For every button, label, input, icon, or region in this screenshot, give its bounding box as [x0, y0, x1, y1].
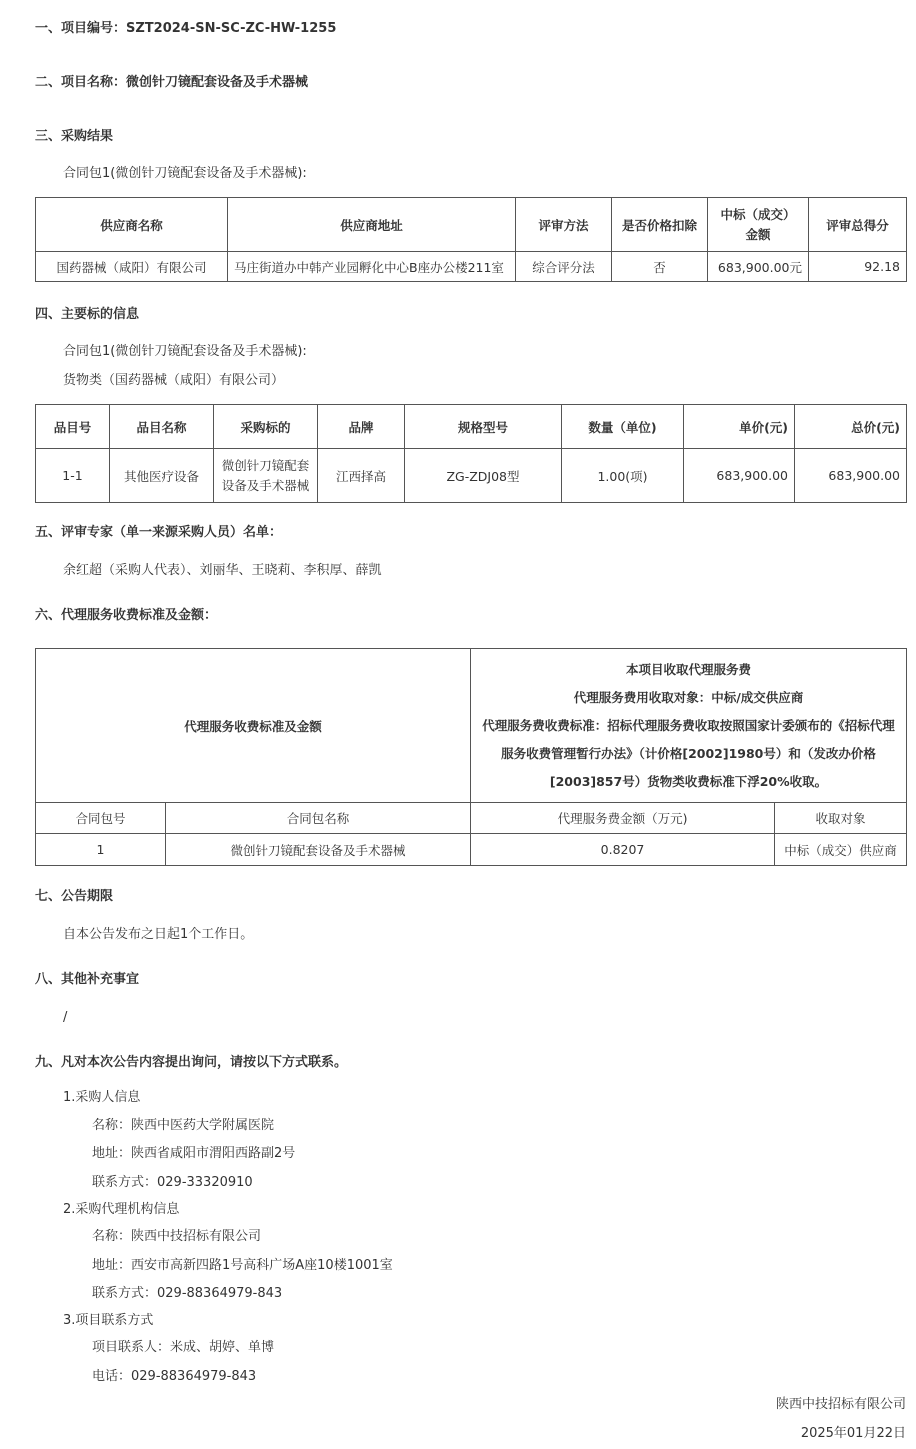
- project-number-label: 一、项目编号：: [35, 21, 127, 36]
- fee-line-1: 本项目收取代理服务费: [626, 661, 752, 677]
- header-brand: 品牌: [318, 405, 405, 449]
- header-procurement-subject: 采购标的: [214, 405, 318, 449]
- table-row: [36, 252, 907, 282]
- agency-title: 2.采购代理机构信息: [63, 1202, 180, 1217]
- project-contact-phone: 电话：029-88364979-843: [92, 1369, 257, 1384]
- procurement-subject: 微创针刀镜配套设备及手术器械: [214, 449, 318, 503]
- project-name: [35, 73, 308, 93]
- quantity: 1.00(项): [562, 449, 684, 503]
- notice-period-text: 自本公告发布之日起1个工作日。: [63, 927, 254, 942]
- brand: 江西择高: [318, 449, 405, 503]
- table-row: [36, 449, 907, 503]
- fee-amount: 0.8207: [471, 834, 775, 866]
- footer-organization: 陕西中技招标有限公司: [775, 1397, 906, 1412]
- section-procurement-result: 三、采购结果: [35, 129, 114, 144]
- header-item-no: 品目号: [36, 405, 110, 449]
- project-number: [35, 19, 336, 39]
- header-price-deduction: 是否价格扣除: [612, 198, 708, 252]
- result-package-label: 合同包1(微创针刀镜配套设备及手术器械):: [63, 166, 307, 181]
- item-no: 1-1: [36, 449, 110, 503]
- purchaser-name: 名称：陕西中医药大学附属医院: [92, 1118, 275, 1133]
- item-name: 其他医疗设备: [110, 449, 214, 503]
- header-fee-target: 收取对象: [775, 803, 907, 834]
- header-quantity: 数量（单位): [562, 405, 684, 449]
- fee-target: 中标（成交）供应商: [775, 834, 907, 866]
- fee-standard-row: [36, 649, 907, 803]
- purchaser-phone: 联系方式：029-33320910: [92, 1175, 253, 1190]
- items-table-header: [36, 405, 907, 449]
- purchaser-address: 地址：陕西省咸阳市渭阳西路副2号: [92, 1146, 296, 1161]
- section-notice-period: 七、公告期限: [35, 889, 114, 904]
- section-experts: 五、评审专家（单一来源采购人员）名单：: [35, 525, 283, 540]
- section-agency-fee: 六、代理服务收费标准及金额：: [35, 608, 218, 623]
- project-contact-title: 3.项目联系方式: [63, 1313, 154, 1328]
- price-deduction: 否: [612, 252, 708, 282]
- evaluation-method: 综合评分法: [516, 252, 612, 282]
- project-contact-people: 项目联系人：米成、胡婷、单博: [92, 1340, 275, 1355]
- agency-address: 地址：西安市高新四路1号高科广场A座10楼1001室: [92, 1258, 393, 1273]
- project-name-value: 微创针刀镜配套设备及手术器械: [126, 75, 309, 90]
- expert-names: 余红超（采购人代表）、刘丽华、王晓莉、李积厚、薛凯: [63, 563, 382, 578]
- supplementary-text: /: [63, 1010, 68, 1025]
- section-contact: 九、凡对本次公告内容提出询问，请按以下方式联系。: [35, 1055, 348, 1070]
- package-name: 微创针刀镜配套设备及手术器械: [166, 834, 471, 866]
- fee-standard-detail: [471, 649, 907, 803]
- header-unit-price: 单价(元): [684, 405, 795, 449]
- header-evaluation-method: 评审方法: [516, 198, 612, 252]
- fee-table-header: [36, 803, 907, 834]
- total-score: 92.18: [809, 252, 907, 282]
- project-number-value: SZT2024-SN-SC-ZC-HW-1255: [126, 21, 337, 36]
- award-amount: 683,900.00元: [708, 252, 809, 282]
- supplier-name: 国药器械（咸阳）有限公司: [36, 252, 228, 282]
- items-package-label: 合同包1(微创针刀镜配套设备及手术器械):: [63, 344, 307, 359]
- package-no: 1: [36, 834, 166, 866]
- header-award-amount: 中标（成交） 金额: [708, 198, 809, 252]
- purchaser-title: 1.采购人信息: [63, 1090, 141, 1105]
- header-total-score: 评审总得分: [809, 198, 907, 252]
- fee-line-2: 代理服务费用收取对象：中标/成交供应商: [573, 689, 804, 705]
- total-price: 683,900.00: [795, 449, 907, 503]
- header-item-name: 品目名称: [110, 405, 214, 449]
- header-fee-amount: 代理服务费金额（万元): [471, 803, 775, 834]
- items-table: [35, 404, 907, 503]
- spec-model: ZG-ZDJ08型: [405, 449, 562, 503]
- agency-phone: 联系方式：029-88364979-843: [92, 1286, 283, 1301]
- header-supplier-address: 供应商地址: [228, 198, 516, 252]
- header-total-price: 总价(元): [795, 405, 907, 449]
- header-supplier-name: 供应商名称: [36, 198, 228, 252]
- agency-name: 名称：陕西中技招标有限公司: [92, 1229, 262, 1244]
- fee-line-3: 代理服务费收费标准：招标代理服务费收取按照国家计委颁布的《招标代理服务收费管理暂行办法》（计价格[2002]1980号）和（发改办价格[2003]857号）货物类收费标准下浮20%收取。: [482, 717, 895, 789]
- result-table: [35, 197, 907, 282]
- unit-price: 683,900.00: [684, 449, 795, 503]
- footer-date: 2025年01月22日: [800, 1426, 906, 1441]
- section-main-items: 四、主要标的信息: [35, 307, 140, 322]
- items-category-label: 货物类（国药器械（咸阳）有限公司）: [63, 373, 285, 388]
- supplier-address: 马庄街道办中韩产业园孵化中心B座办公楼211室: [228, 252, 516, 282]
- header-package-no: 合同包号: [36, 803, 166, 834]
- agency-fee-table: [35, 648, 907, 866]
- section-supplementary: 八、其他补充事宜: [35, 972, 140, 987]
- table-row: [36, 834, 907, 866]
- fee-standard-label: 代理服务收费标准及金额: [36, 649, 471, 803]
- result-table-header: [36, 198, 907, 252]
- project-name-label: 二、项目名称：: [35, 75, 127, 90]
- header-spec-model: 规格型号: [405, 405, 562, 449]
- header-package-name: 合同包名称: [166, 803, 471, 834]
